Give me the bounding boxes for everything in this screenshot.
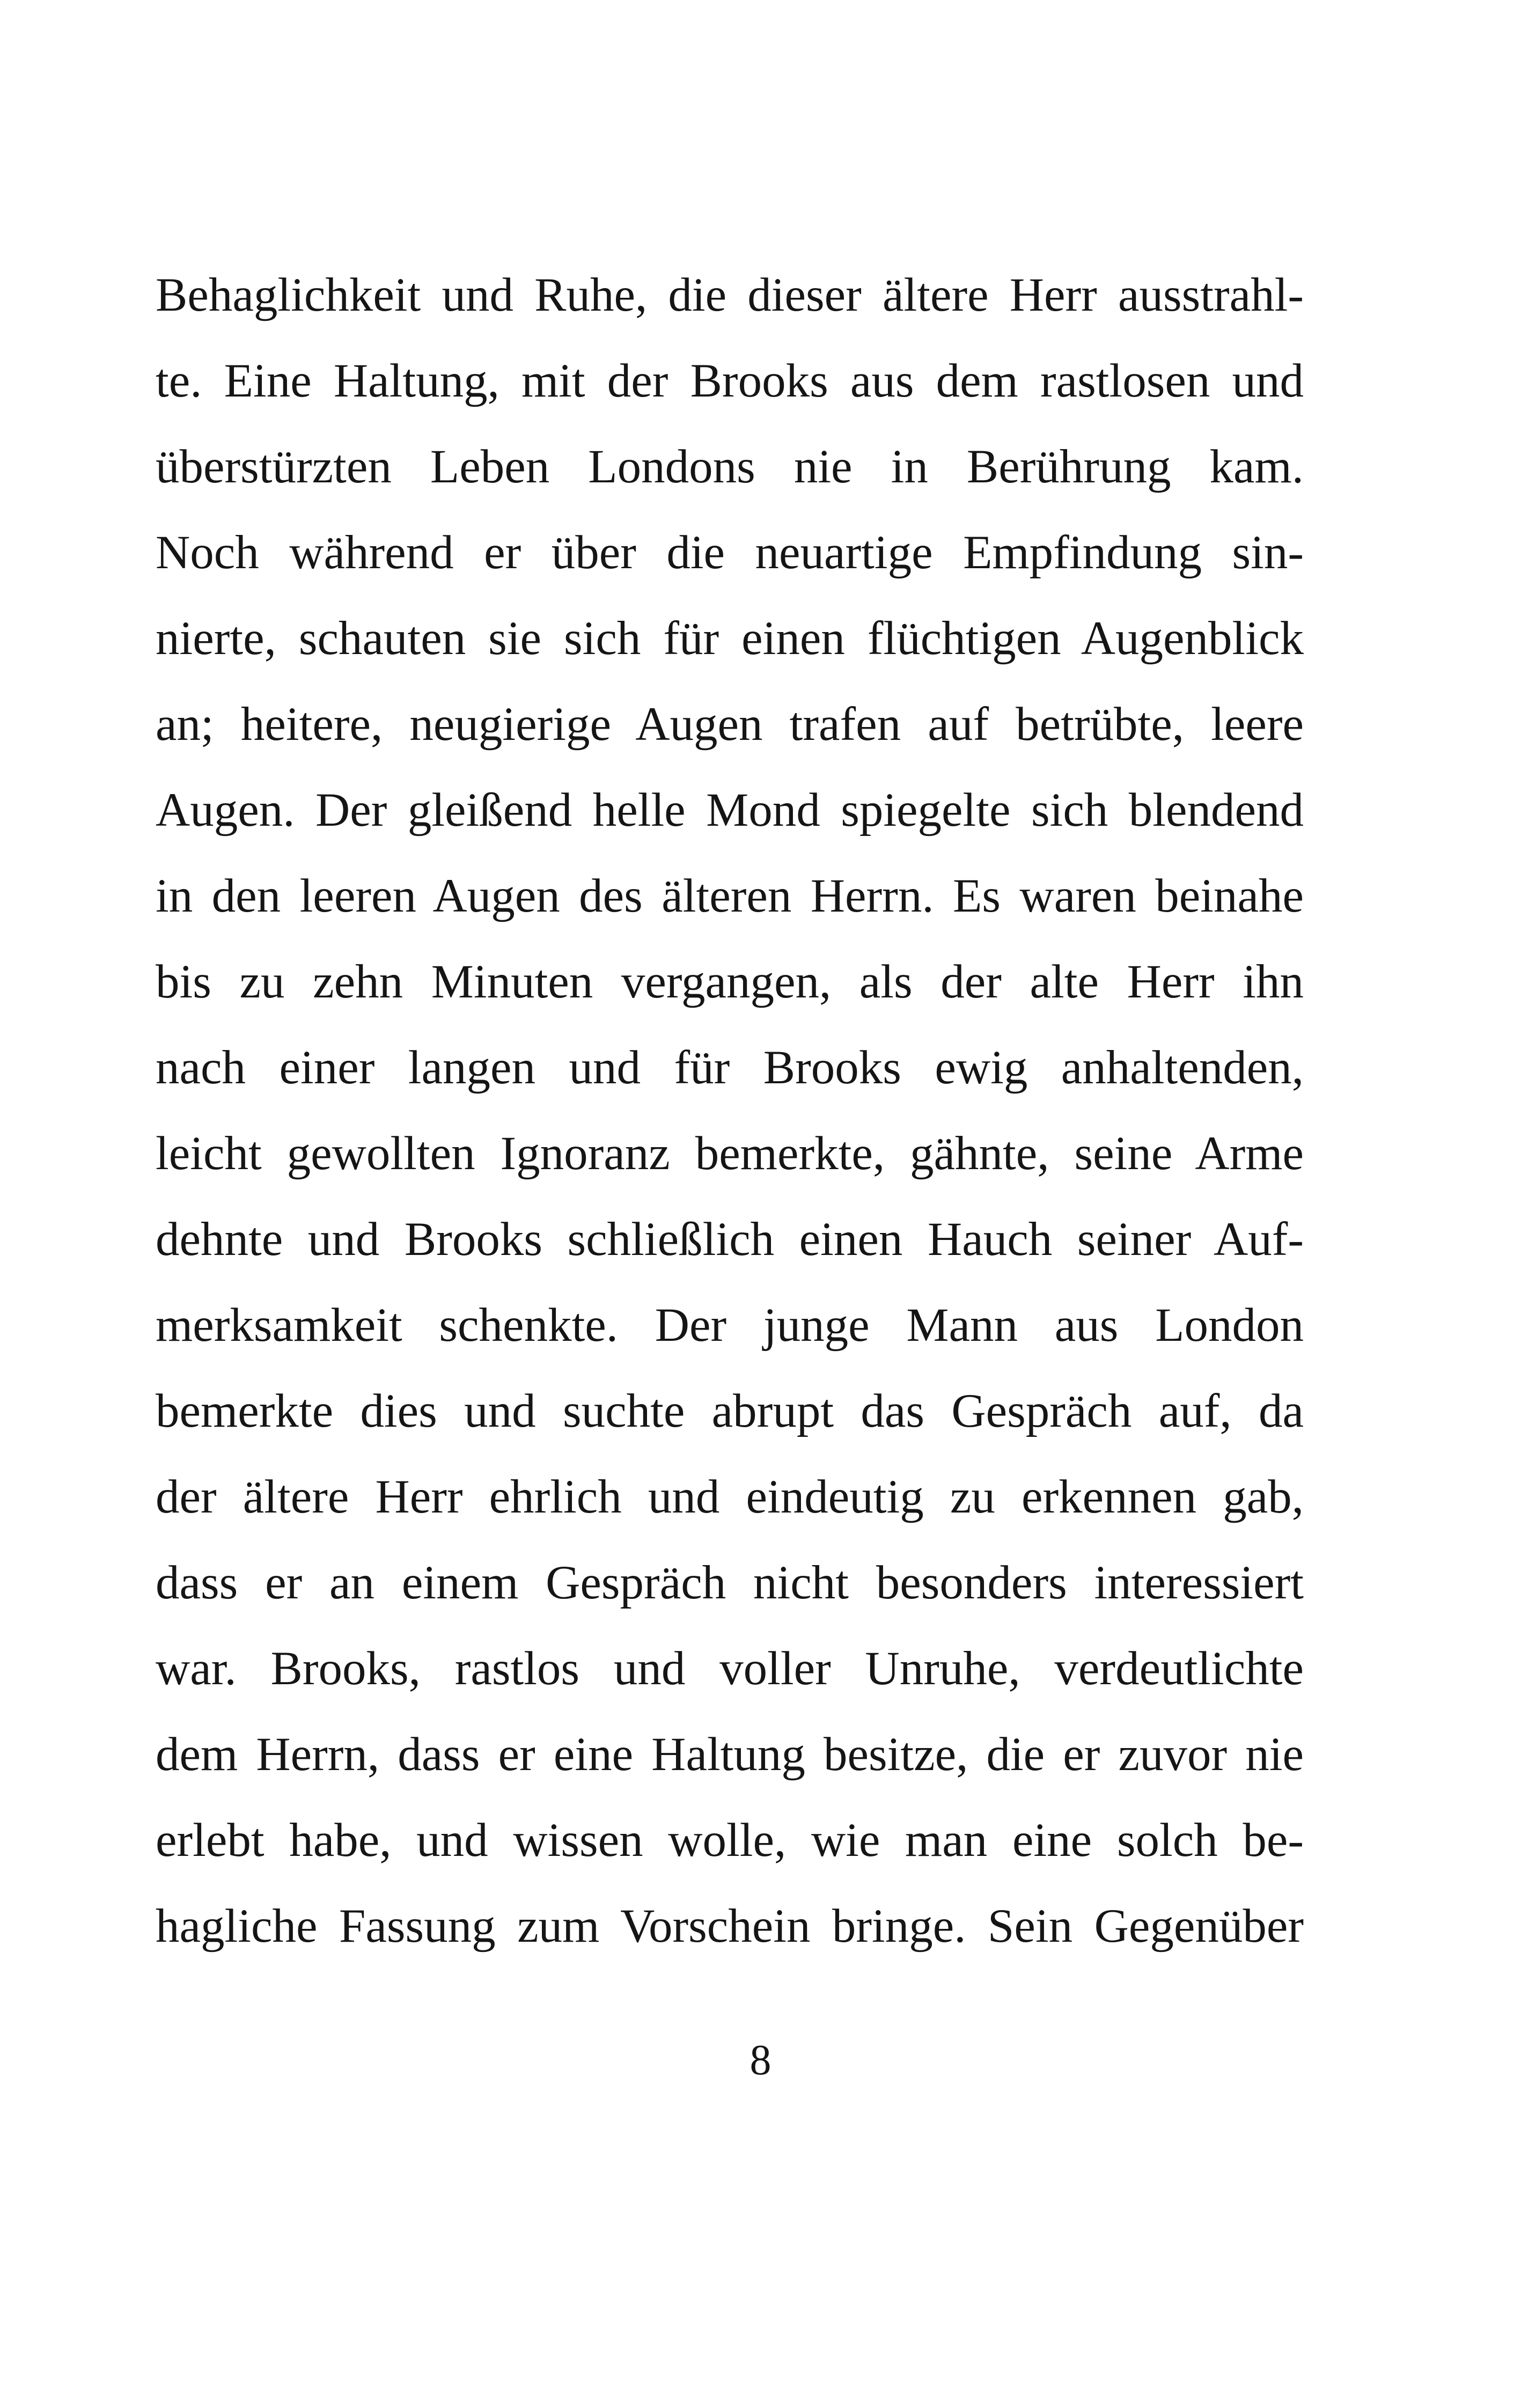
text-line: dem Herrn, dass er eine Haltung besitze, die er zuvor nie	[156, 1728, 1304, 1781]
text-line: Behaglichkeit und Ruhe, die dieser ältere Herr ausstrahl-	[156, 269, 1304, 321]
text-line: der ältere Herr ehrlich und eindeutig zu erkennen gab,	[156, 1471, 1304, 1523]
text-line: überstürzten Leben Londons nie in Berührung kam.	[156, 441, 1304, 493]
text-line: erlebt habe, und wissen wolle, wie man eine solch be-	[156, 1814, 1304, 1867]
text-line: an; heitere, neugierige Augen trafen auf betrübte, leere	[156, 698, 1304, 751]
text-line: hagliche Fassung zum Vorschein bringe. Sein Gegenüber	[156, 1900, 1304, 1952]
page-number: 8	[750, 2037, 771, 2084]
text-line: merksamkeit schenkte. Der junge Mann aus London	[156, 1299, 1304, 1352]
text-line: Augen. Der gleißend helle Mond spiegelte sich blendend	[156, 784, 1304, 836]
text-line: nierte, schauten sie sich für einen flüchtigen Augenblick	[156, 612, 1304, 665]
text-line: te. Eine Haltung, mit der Brooks aus dem rastlosen und	[156, 355, 1304, 407]
text-line: in den leeren Augen des älteren Herrn. Es waren beinahe	[156, 870, 1304, 922]
text-line: dehnte und Brooks schließlich einen Hauch seiner Auf-	[156, 1213, 1304, 1266]
text-line: bis zu zehn Minuten vergangen, als der alte Herr ihn	[156, 956, 1304, 1008]
text-line: war. Brooks, rastlos und voller Unruhe, verdeutlichte	[156, 1642, 1304, 1695]
text-line: leicht gewollten Ignoranz bemerkte, gähnte, seine Arme	[156, 1127, 1304, 1180]
body-text	[156, 252, 1304, 1969]
text-line: nach einer langen und für Brooks ewig anhaltenden,	[156, 1041, 1304, 1094]
text-line: bemerkte dies und suchte abrupt das Gespräch auf, da	[156, 1385, 1304, 1437]
text-line: Noch während er über die neuartige Empfindung sin-	[156, 526, 1304, 579]
text-line: dass er an einem Gespräch nicht besonders interessiert	[156, 1557, 1304, 1609]
